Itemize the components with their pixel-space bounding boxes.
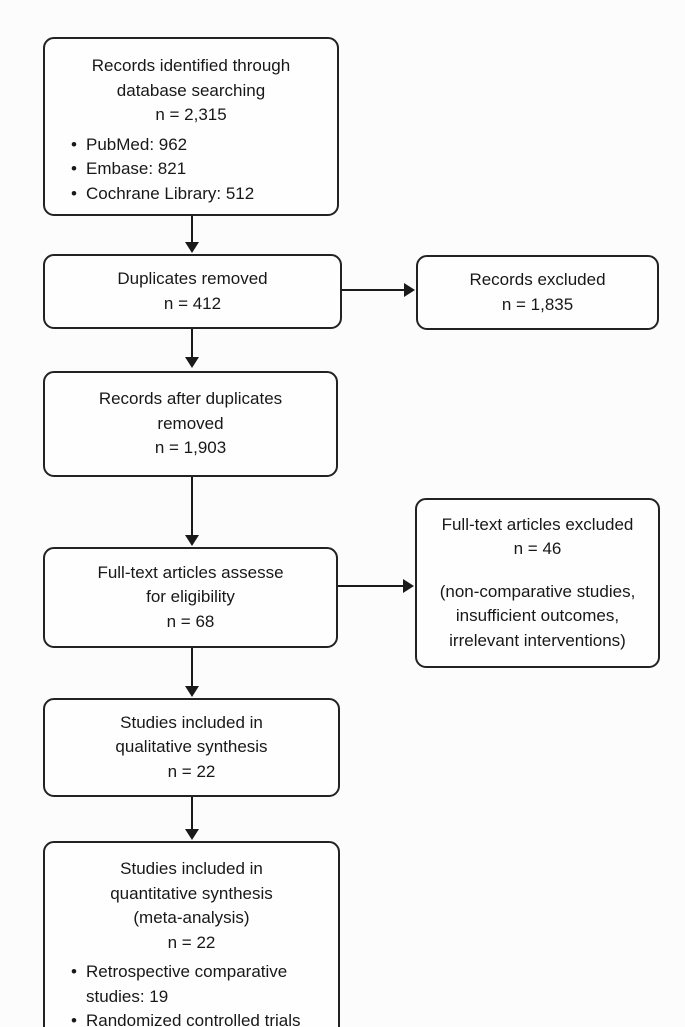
list-item: • Randomized controlled trials <box>71 1009 332 1027</box>
box-text <box>45 857 338 955</box>
box-line: database searching <box>116 80 266 100</box>
box-line: n = 68 <box>166 611 215 631</box>
box-line: irrelevant interventions) <box>449 630 626 650</box>
flow-box-quantitative-synthesis <box>43 841 340 1027</box>
box-line: Duplicates removed <box>117 269 268 288</box>
flow-box-records-excluded <box>416 255 659 330</box>
flow-box-duplicates-removed <box>43 254 342 329</box>
box-line: for eligibility <box>146 587 235 607</box>
box-line: quantitative synthesis <box>110 883 273 903</box>
flow-box-records-after-duplicates <box>43 371 338 477</box>
flow-box-fulltext-excluded <box>415 498 660 668</box>
study-type-list <box>71 960 338 1027</box>
flow-box-fulltext-assessed <box>43 547 338 648</box>
box-line: n = 22 <box>167 932 216 952</box>
arrow-duplicates-to-records-excluded <box>342 289 404 291</box>
box-line: removed <box>157 413 224 433</box>
box-text <box>417 500 658 666</box>
box-line: n = 1,835 <box>501 294 574 314</box>
box-line: n = 2,315 <box>155 105 227 124</box>
box-line: (non-comparative studies, <box>439 581 636 601</box>
paragraph-gap <box>417 562 658 580</box>
box-line: n = 1,903 <box>154 438 227 458</box>
arrow-assessed-to-qualitative <box>191 648 193 686</box>
box-line: n = 46 <box>513 539 562 559</box>
box-text <box>45 373 336 475</box>
source-list <box>71 133 337 207</box>
box-text <box>45 54 337 128</box>
box-text <box>418 257 657 328</box>
box-line: Records identified through <box>91 56 291 75</box>
box-line: Studies included in <box>120 712 263 732</box>
box-line: qualitative synthesis <box>115 737 268 757</box>
box-text <box>45 256 340 327</box>
box-line: Records excluded <box>469 270 606 289</box>
box-line: Full-text articles assesse <box>97 562 284 582</box>
box-line: Records after duplicates <box>98 389 283 409</box>
box-line: insufficient outcomes, <box>455 606 620 626</box>
box-line: (meta-analysis) <box>133 908 250 927</box>
list-item: • Embase: 821 <box>71 157 331 182</box>
arrow-assessed-to-fulltext-excluded <box>338 585 403 587</box>
box-text <box>45 700 338 795</box>
list-item: • Retrospective comparative studies: 19 <box>71 960 332 1009</box>
flow-box-qualitative-synthesis <box>43 698 340 797</box>
arrow-duplicates-to-after-duplicates <box>191 329 193 357</box>
box-line: Full-text articles excluded <box>441 514 634 534</box>
arrow-identified-to-duplicates <box>191 216 193 242</box>
flow-box-records-identified <box>43 37 339 216</box>
list-item: • PubMed: 962 <box>71 133 331 158</box>
box-line: n = 412 <box>163 293 222 313</box>
arrow-after-duplicates-to-assessed <box>191 477 193 535</box>
arrow-qualitative-to-quantitative <box>191 797 193 829</box>
box-line: n = 22 <box>167 761 216 781</box>
box-line: Studies included in <box>120 859 263 878</box>
box-text <box>45 549 336 646</box>
list-item: • Cochrane Library: 512 <box>71 182 331 207</box>
